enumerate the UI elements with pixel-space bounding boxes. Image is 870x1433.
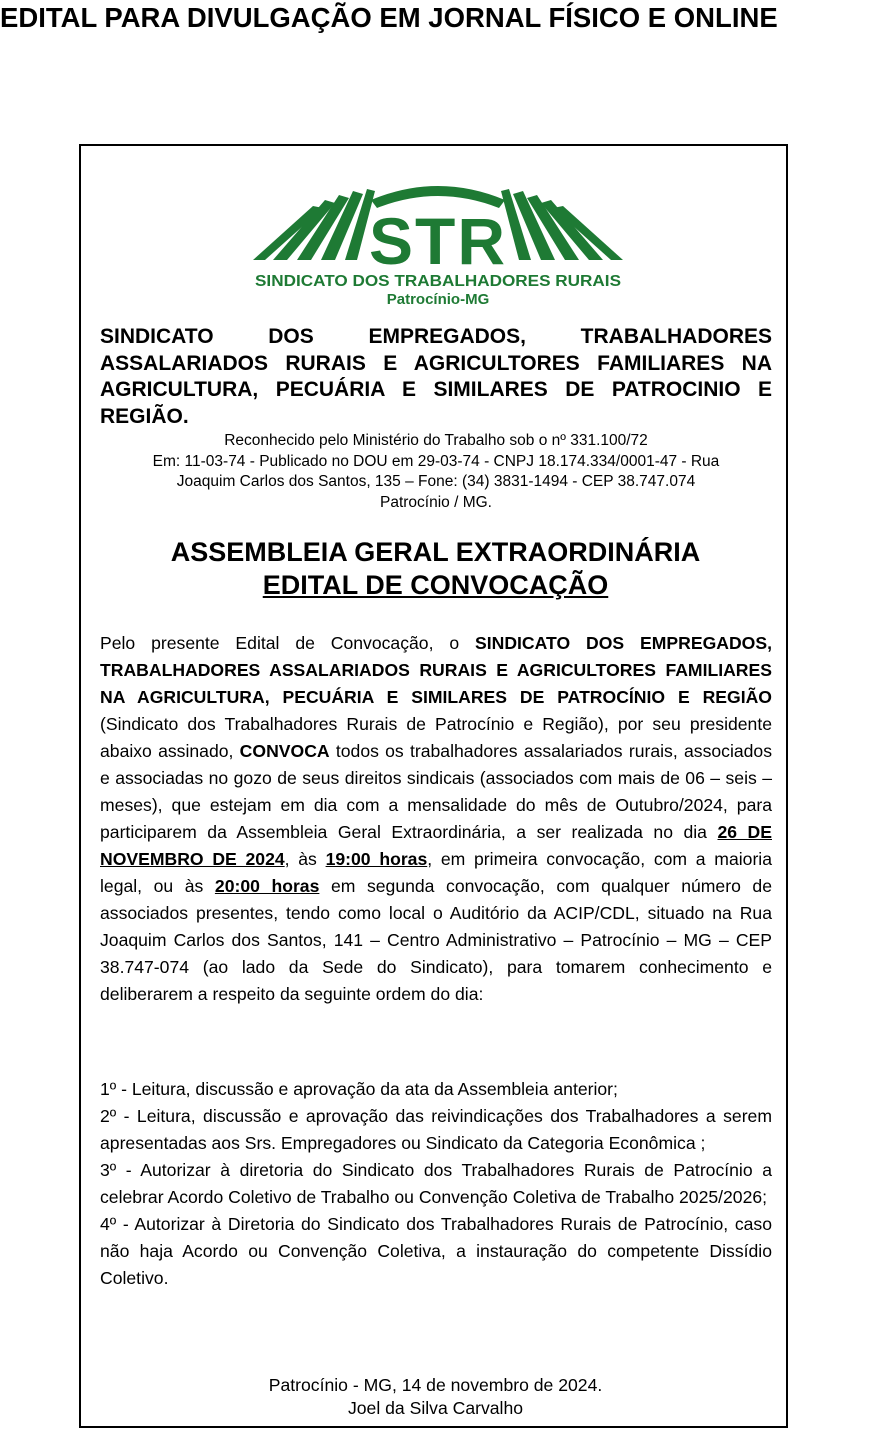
edital-frame: [79, 144, 788, 1428]
agenda-item: 1º - Leitura, discussão e aprovação da ata da Assembleia anterior;: [100, 1079, 618, 1099]
union-info-line: Reconhecido pelo Ministério do Trabalho sob o nº 331.100/72: [224, 432, 648, 449]
logo-line1: SINDICATO DOS TRABALHADORES RURAIS: [255, 273, 621, 290]
agenda-list: [100, 1076, 772, 1292]
first-call-time: 19:00 horas: [325, 849, 428, 869]
assembly-title-line1: ASSEMBLEIA GERAL EXTRAORDINÁRIA: [170, 537, 701, 567]
union-name: SINDICATO DOS EMPREGADOS, TRABALHADORES ASSALARIADOS RURAIS E AGRICULTORES FAMILIARES NA AGRICULTURA, PECUÁRIA E SIMILARES DE PATROCINIO E REGIÃO.: [100, 325, 772, 428]
assembly-title: [81, 536, 790, 602]
text-span: (Sindicato dos Trabalhadores Rurais de Patrocínio e Região), por seu presidente abaixo assinado,: [100, 714, 772, 761]
page-title: EDITAL PARA DIVULGAÇÃO EM JORNAL FÍSICO E ONLINE: [0, 2, 778, 33]
logo-line2: Patrocínio-MG: [386, 291, 490, 308]
text-span: , às: [284, 849, 326, 869]
assembly-date: 26 DE NOVEMBRO DE 2024: [100, 822, 772, 869]
convoca-word: CONVOCA: [239, 741, 330, 761]
agenda-item: 2º - Leitura, discussão e aprovação das reivindicações dos Trabalhadores a serem apresentadas aos Srs. Empregadores ou Sindicato da Categoria Econômica ;: [100, 1106, 772, 1153]
signature-place-date: Patrocínio - MG, 14 de novembro de 2024.: [268, 1375, 603, 1395]
assembly-title-line2: EDITAL DE CONVOCAÇÃO: [262, 570, 609, 600]
union-info-line: Joaquim Carlos dos Santos, 135 – Fone: (34) 3831-1494 - CEP 38.747.074: [176, 473, 696, 490]
logo-letters: STR: [369, 204, 507, 278]
str-logo: [253, 178, 623, 308]
text-span: , em primeira convocação, com a maioria legal, ou às: [100, 849, 772, 896]
signature-block: [81, 1374, 790, 1420]
second-call-time: 20:00 horas: [214, 876, 320, 896]
signature-name: Joel da Silva Carvalho: [347, 1398, 524, 1418]
agenda-item: 4º - Autorizar à Diretoria do Sindicato dos Trabalhadores Rurais de Patrocínio, caso não haja Acordo ou Convenção Coletiva, a instauração do competente Dissídio Coletivo.: [100, 1214, 772, 1288]
text-span: todos os trabalhadores assalariados rurais, associados e associadas no gozo de seus direitos sindicais (associados com mais de 06 – seis – meses), que estejam em dia com a mensalidade do mês de Outubro/2024, para participarem da Assembleia Geral Extraordinária, a ser realizada no dia: [100, 741, 773, 842]
text-span: em segunda convocação, com qualquer número de associados presentes, tendo como local o Auditório da ACIP/CDL, situado na Rua Joaquim Carlos dos Santos, 141 – Centro Administrativo – Patrocínio – MG – CEP 38.747-074 (ao lado da Sede do Sindicato), para tomarem conhecimento e deliberarem a respeito da seguinte ordem do dia:: [100, 876, 772, 1004]
union-info-line: Em: 11-03-74 - Publicado no DOU em 29-03-74 - CNPJ 18.174.334/0001-47 - Rua: [152, 452, 720, 470]
union-name-inline: SINDICATO DOS EMPREGADOS, TRABALHADORES ASSALARIADOS RURAIS E AGRICULTORES FAMILIARES NA AGRICULTURA, PECUÁRIA E SIMILARES DE PATROCÍNIO E REGIÃO: [100, 633, 772, 707]
union-info: [91, 431, 781, 513]
convocation-text: [100, 630, 772, 1008]
union-info-line: Patrocínio / MG.: [380, 493, 492, 511]
text-span: Pelo presente Edital de Convocação, o: [100, 633, 475, 653]
agenda-item: 3º - Autorizar à diretoria do Sindicato dos Trabalhadores Rurais de Patrocínio a celebrar Acordo Coletivo de Trabalho ou Convenção Coletiva de Trabalho 2025/2026;: [100, 1160, 772, 1207]
